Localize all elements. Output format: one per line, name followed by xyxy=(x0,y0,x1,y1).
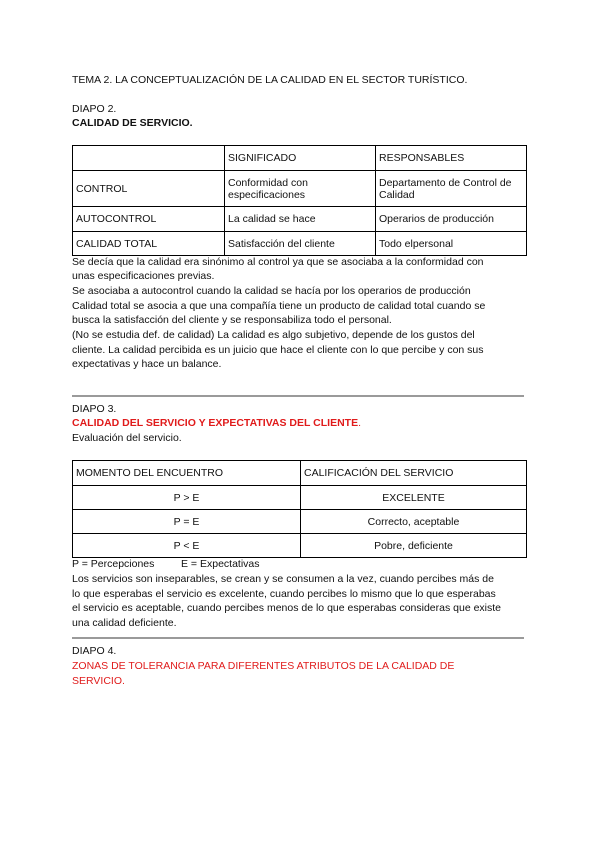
paragraph-line: una calidad deficiente. xyxy=(72,617,177,629)
paragraph-line: Se decía que la calidad era sinónimo al control ya que se asociaba a la conformidad con xyxy=(72,256,484,268)
paragraph-line: Los servicios son inseparables, se crean y se consumen a la vez, cuando percibes más de xyxy=(72,573,494,585)
paragraph-line: (No se estudia def. de calidad) La calidad es algo subjetivo, depende de los gustos del xyxy=(72,329,475,341)
diapo4-title-line: SERVICIO. xyxy=(72,675,125,687)
service-evaluation-table xyxy=(72,460,527,558)
paragraph-line: unas especificaciones previas. xyxy=(72,270,215,282)
table-cell: Satisfacción del cliente xyxy=(225,232,376,256)
table-cell: Conformidad con especificaciones xyxy=(225,171,376,207)
paragraph-line: Se asociaba a autocontrol cuando la calidad se hacía por los operarios de producción xyxy=(72,285,471,297)
legend-percepciones: P = Percepciones xyxy=(72,558,155,570)
paragraph-line: cliente. La calidad percibida es un juicio que hace el cliente con lo que percibe y con sus xyxy=(72,344,484,356)
table-cell: CONTROL xyxy=(73,171,225,207)
paragraph-line: busca la satisfacción del cliente y se responsabiliza todo el personal. xyxy=(72,314,392,326)
table-row xyxy=(73,510,527,534)
table-header-cell: CALIFICACIÓN DEL SERVICIO xyxy=(301,461,527,486)
table-row xyxy=(73,534,527,558)
table-cell: Todo elpersonal xyxy=(376,232,527,256)
diapo3-title-text: CALIDAD DEL SERVICIO Y EXPECTATIVAS DEL CLIENTE xyxy=(72,417,359,429)
table-cell: CALIDAD TOTAL xyxy=(73,232,225,256)
table-cell: P = E xyxy=(73,510,301,534)
table-cell: P < E xyxy=(73,534,301,558)
diapo3-title xyxy=(72,417,361,430)
diapo4-label: DIAPO 4. xyxy=(72,645,117,657)
table-cell: P > E xyxy=(73,486,301,510)
diapo2-label: DIAPO 2. xyxy=(72,103,117,115)
table-row xyxy=(73,232,527,256)
table-cell: Operarios de producción xyxy=(376,207,527,232)
quality-service-table xyxy=(72,145,527,256)
legend-expectativas: E = Expectativas xyxy=(181,558,260,570)
table-header-cell: MOMENTO DEL ENCUENTRO xyxy=(73,461,301,486)
table-header-row xyxy=(73,461,527,486)
paragraph-line: expectativas y hace un balance. xyxy=(72,358,222,370)
paragraph-line: Calidad total se asocia a que una compañía tiene un producto de calidad total cuando se xyxy=(72,300,486,312)
diapo2-title: CALIDAD DE SERVICIO. xyxy=(72,117,193,129)
section-divider xyxy=(72,395,524,397)
diapo3-subtitle: Evaluación del servicio. xyxy=(72,432,182,444)
table-row xyxy=(73,207,527,232)
table-header-row xyxy=(73,146,527,171)
table-cell: Departamento de Control de Calidad xyxy=(376,171,527,207)
diapo3-title-dot: . xyxy=(358,417,361,429)
table-row xyxy=(73,171,527,207)
diapo4-title-line: ZONAS DE TOLERANCIA PARA DIFERENTES ATRIBUTOS DE LA CALIDAD DE xyxy=(72,660,455,672)
paragraph-line: lo que esperabas el servicio es excelente, cuando percibes lo mismo que lo que esperabas xyxy=(72,588,496,600)
paragraph-line: el servicio es aceptable, cuando percibes menos de lo que esperabas consideras que existe xyxy=(72,602,502,614)
table-cell: EXCELENTE xyxy=(301,486,527,510)
table-cell: Pobre, deficiente xyxy=(301,534,527,558)
table-header-cell xyxy=(73,146,225,171)
section-divider xyxy=(72,637,524,639)
diapo3-label: DIAPO 3. xyxy=(72,403,117,415)
table-cell: Correcto, aceptable xyxy=(301,510,527,534)
table-header-cell: RESPONSABLES xyxy=(376,146,527,171)
document-topic: TEMA 2. LA CONCEPTUALIZACIÓN DE LA CALIDAD EN EL SECTOR TURÍSTICO. xyxy=(72,74,468,86)
table-row xyxy=(73,486,527,510)
table-cell: AUTOCONTROL xyxy=(73,207,225,232)
table-header-cell: SIGNIFICADO xyxy=(225,146,376,171)
table-cell: La calidad se hace xyxy=(225,207,376,232)
